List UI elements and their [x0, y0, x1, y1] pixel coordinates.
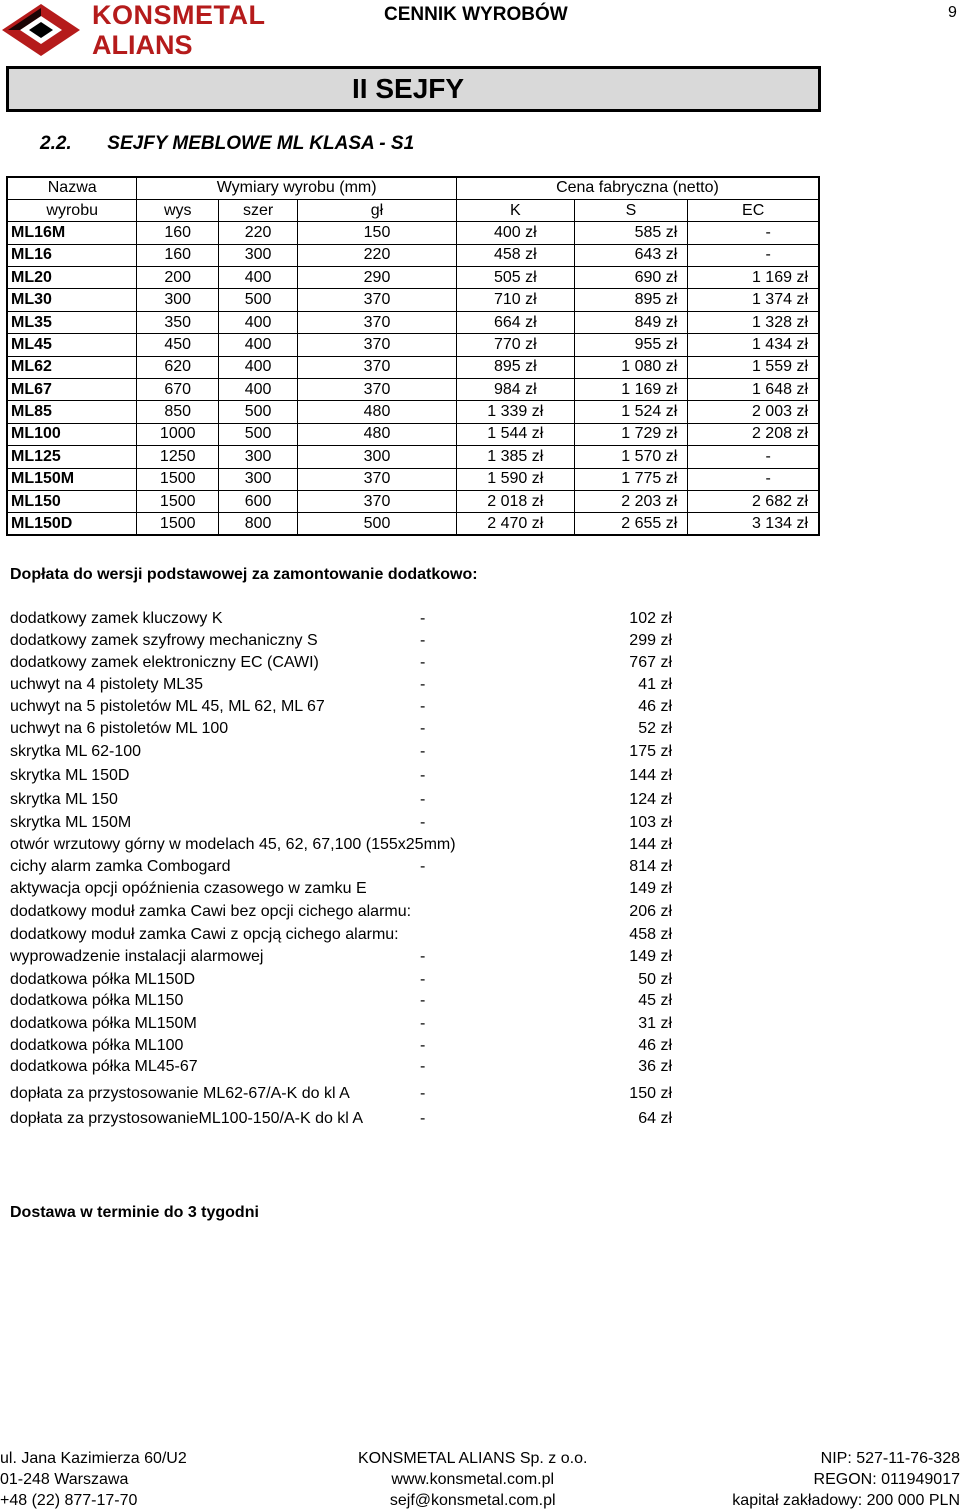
list-item [10, 903, 710, 923]
list-item [10, 676, 710, 696]
extra-dash: - [420, 610, 426, 627]
table-row [7, 244, 819, 266]
extras-heading: Dopłata do wersji podstawowej za zamontowanie dodatkowo: [10, 566, 478, 583]
list-item [10, 1037, 710, 1057]
extra-label: dodatkowy zamek szyfrowy mechaniczny S [10, 632, 318, 649]
extra-dash: - [420, 743, 426, 760]
cell-price-ec: 1 559 zł [688, 356, 819, 378]
section-banner [6, 66, 821, 112]
cell-product-name: ML67 [7, 379, 137, 401]
subsection-title: SEJFY MEBLOWE ML KLASA - S1 [107, 133, 415, 154]
cell-price-ec: - [688, 244, 819, 266]
cell-height: 850 [137, 401, 219, 423]
cell-depth: 370 [298, 468, 457, 490]
cell-price-s: 849 zł [574, 311, 688, 333]
extra-dash: - [420, 698, 426, 715]
cell-depth: 370 [298, 334, 457, 356]
cell-depth: 480 [298, 423, 457, 445]
cell-width: 800 [219, 513, 298, 535]
table-subheader-row [7, 199, 819, 221]
cell-price-k: 1 339 zł [456, 401, 574, 423]
extra-dash: - [420, 720, 426, 737]
cell-height: 1000 [137, 423, 219, 445]
cell-product-name: ML45 [7, 334, 137, 356]
extra-price: 175 zł [629, 743, 672, 760]
extra-label: dodatkowa półka ML150 [10, 992, 184, 1009]
header-product: wyrobu [7, 199, 137, 221]
list-item [10, 1085, 710, 1105]
cell-depth: 500 [298, 513, 457, 535]
cell-price-k: 710 zł [456, 289, 574, 311]
cell-price-ec: 2 208 zł [688, 423, 819, 445]
extra-label: dodatkowa półka ML150M [10, 1015, 197, 1032]
cell-height: 1500 [137, 468, 219, 490]
document-title: CENNIK WYROBÓW [384, 4, 568, 25]
extra-price: 767 zł [629, 654, 672, 671]
cell-depth: 370 [298, 490, 457, 512]
extra-dash: - [420, 1058, 426, 1075]
cell-product-name: ML16M [7, 222, 137, 244]
extra-label: otwór wrzutowy górny w modelach 45, 62, 67,100 (155x25mm) [10, 836, 456, 853]
extra-dash: - [420, 1085, 426, 1102]
cell-width: 300 [219, 446, 298, 468]
header-price-k: K [456, 199, 574, 221]
cell-product-name: ML20 [7, 267, 137, 289]
cell-product-name: ML85 [7, 401, 137, 423]
extra-price: 144 zł [629, 767, 672, 784]
extra-dash: - [420, 858, 426, 875]
table-row [7, 513, 819, 535]
extra-price: 814 zł [629, 858, 672, 875]
cell-product-name: ML150 [7, 490, 137, 512]
cell-product-name: ML150M [7, 468, 137, 490]
extra-price: 102 zł [629, 610, 672, 627]
extra-label: dodatkowy moduł zamka Cawi bez opcji cichego alarmu: [10, 903, 412, 920]
cell-height: 200 [137, 267, 219, 289]
footer-company: KONSMETAL ALIANS Sp. z o.o. [358, 1450, 588, 1467]
cell-height: 450 [137, 334, 219, 356]
cell-price-k: 1 544 zł [456, 423, 574, 445]
extra-price: 149 zł [629, 948, 672, 965]
cell-width: 500 [219, 401, 298, 423]
cell-price-s: 1 080 zł [574, 356, 688, 378]
cell-price-k: 2 018 zł [456, 490, 574, 512]
table-row [7, 490, 819, 512]
footer-website: www.konsmetal.com.pl [391, 1471, 555, 1488]
list-item [10, 992, 710, 1012]
list-item [10, 858, 710, 878]
extra-price: 206 zł [629, 903, 672, 920]
price-table [6, 176, 820, 536]
list-item [10, 720, 710, 740]
cell-product-name: ML16 [7, 244, 137, 266]
cell-price-s: 1 169 zł [574, 379, 688, 401]
cell-width: 600 [219, 490, 298, 512]
cell-price-s: 643 zł [574, 244, 688, 266]
list-item [10, 948, 710, 968]
table-row [7, 222, 819, 244]
cell-product-name: ML125 [7, 446, 137, 468]
logo-text-line2: ALIANS [92, 30, 193, 60]
list-item [10, 791, 710, 811]
company-logo [0, 0, 290, 62]
cell-depth: 150 [298, 222, 457, 244]
extra-price: 50 zł [638, 971, 672, 988]
cell-price-ec: 2 682 zł [688, 490, 819, 512]
header-price-ec: EC [688, 199, 819, 221]
cell-price-k: 895 zł [456, 356, 574, 378]
extra-label: skrytka ML 62-100 [10, 743, 142, 760]
list-item [10, 1058, 710, 1078]
table-row [7, 379, 819, 401]
cell-depth: 480 [298, 401, 457, 423]
list-item [10, 1015, 710, 1035]
table-row [7, 401, 819, 423]
extra-label: dodatkowa półka ML100 [10, 1037, 184, 1054]
cell-height: 350 [137, 311, 219, 333]
extra-price: 150 zł [629, 1085, 672, 1102]
list-item [10, 743, 710, 763]
cell-price-s: 1 729 zł [574, 423, 688, 445]
list-item [10, 632, 710, 652]
table-row [7, 446, 819, 468]
cell-height: 1250 [137, 446, 219, 468]
table-row [7, 311, 819, 333]
extra-dash: - [420, 767, 426, 784]
cell-price-ec: 1 434 zł [688, 334, 819, 356]
cell-price-ec: 2 003 zł [688, 401, 819, 423]
footer-capital: kapitał zakładowy: 200 000 PLN [732, 1492, 960, 1509]
cell-price-ec: 1 648 zł [688, 379, 819, 401]
table-row [7, 468, 819, 490]
cell-price-k: 2 470 zł [456, 513, 574, 535]
cell-depth: 290 [298, 267, 457, 289]
cell-price-s: 690 zł [574, 267, 688, 289]
extra-price: 64 zł [638, 1110, 672, 1127]
cell-price-k: 1 590 zł [456, 468, 574, 490]
cell-price-s: 1 524 zł [574, 401, 688, 423]
extra-dash: - [420, 971, 426, 988]
cell-depth: 370 [298, 356, 457, 378]
extra-label: skrytka ML 150M [10, 814, 132, 831]
extra-price: 299 zł [629, 632, 672, 649]
cell-product-name: ML62 [7, 356, 137, 378]
table-row [7, 289, 819, 311]
footer-email: sejf@konsmetal.com.pl [389, 1492, 556, 1509]
cell-product-name: ML150D [7, 513, 137, 535]
cell-price-ec: - [688, 446, 819, 468]
cell-product-name: ML100 [7, 423, 137, 445]
extra-dash: - [420, 1110, 426, 1127]
cell-price-k: 664 zł [456, 311, 574, 333]
cell-price-ec: 3 134 zł [688, 513, 819, 535]
extra-price: 52 zł [638, 720, 672, 737]
extra-price: 46 zł [638, 698, 672, 715]
extra-label: uchwyt na 5 pistoletów ML 45, ML 62, ML 67 [10, 698, 325, 715]
extra-dash: - [420, 632, 426, 649]
cell-price-ec: 1 374 zł [688, 289, 819, 311]
cell-price-s: 1 775 zł [574, 468, 688, 490]
extra-dash: - [420, 1037, 426, 1054]
header-name: Nazwa [7, 177, 137, 199]
header-width: szer [219, 199, 298, 221]
cell-product-name: ML35 [7, 311, 137, 333]
extra-dash: - [420, 676, 426, 693]
subsection-heading [40, 133, 414, 155]
cell-price-k: 458 zł [456, 244, 574, 266]
extra-dash: - [420, 814, 426, 831]
page-footer [0, 1448, 960, 1511]
cell-depth: 300 [298, 446, 457, 468]
extra-dash: - [420, 791, 426, 808]
list-item [10, 926, 710, 946]
delivery-note: Dostawa w terminie do 3 tygodni [10, 1204, 259, 1221]
extra-label: cichy alarm zamka Combogard [10, 858, 231, 875]
cell-height: 300 [137, 289, 219, 311]
header-price-s: S [574, 199, 688, 221]
cell-height: 1500 [137, 513, 219, 535]
extra-price: 46 zł [638, 1037, 672, 1054]
header-dimensions: Wymiary wyrobu (mm) [137, 177, 456, 199]
section-title: II SEJFY [352, 73, 465, 104]
extra-dash: - [420, 1015, 426, 1032]
table-header-row [7, 177, 819, 199]
extra-price: 31 zł [638, 1015, 672, 1032]
extra-price: 45 zł [638, 992, 672, 1009]
header-price: Cena fabryczna (netto) [456, 177, 819, 199]
cell-width: 300 [219, 244, 298, 266]
header-depth: gł [298, 199, 457, 221]
header-height: wys [137, 199, 219, 221]
logo-text-line1: KONSMETAL [92, 0, 266, 30]
subsection-number: 2.2. [40, 133, 72, 154]
page-number: 9 [948, 4, 957, 21]
extra-dash: - [420, 948, 426, 965]
cell-price-k: 1 385 zł [456, 446, 574, 468]
cell-width: 400 [219, 267, 298, 289]
list-item [10, 836, 710, 856]
table-row [7, 356, 819, 378]
cell-price-ec: - [688, 468, 819, 490]
footer-address-city: 01-248 Warszawa [0, 1471, 129, 1488]
extra-label: dopłata za przystosowanieML100-150/A-K do kl A [10, 1110, 364, 1127]
cell-product-name: ML30 [7, 289, 137, 311]
list-item [10, 698, 710, 718]
extra-label: skrytka ML 150 [10, 791, 118, 808]
cell-price-s: 895 zł [574, 289, 688, 311]
cell-price-k: 770 zł [456, 334, 574, 356]
cell-price-k: 400 zł [456, 222, 574, 244]
table-row [7, 267, 819, 289]
cell-height: 160 [137, 222, 219, 244]
cell-depth: 370 [298, 311, 457, 333]
extra-label: aktywacja opcji opóźnienia czasowego w zamku E [10, 880, 367, 897]
list-item [10, 610, 710, 630]
extra-price: 149 zł [629, 880, 672, 897]
footer-nip: NIP: 527-11-76-328 [820, 1450, 960, 1467]
cell-width: 400 [219, 379, 298, 401]
cell-price-s: 955 zł [574, 334, 688, 356]
extra-label: dodatkowa półka ML150D [10, 971, 196, 988]
extra-price: 36 zł [638, 1058, 672, 1075]
cell-depth: 370 [298, 289, 457, 311]
cell-width: 400 [219, 356, 298, 378]
extra-label: dodatkowy zamek kluczowy K [10, 610, 223, 627]
list-item [10, 1110, 710, 1130]
extra-label: dopłata za przystosowanie ML62-67/A-K do kl A [10, 1085, 350, 1102]
cell-price-ec: 1 328 zł [688, 311, 819, 333]
cell-width: 300 [219, 468, 298, 490]
cell-width: 400 [219, 311, 298, 333]
cell-price-s: 585 zł [574, 222, 688, 244]
footer-regon: REGON: 011949017 [813, 1471, 960, 1488]
table-row [7, 423, 819, 445]
footer-address-street: ul. Jana Kazimierza 60/U2 [0, 1450, 187, 1467]
extra-dash: - [420, 654, 426, 671]
extra-price: 103 zł [629, 814, 672, 831]
extra-label: uchwyt na 6 pistoletów ML 100 [10, 720, 229, 737]
extra-price: 124 zł [629, 791, 672, 808]
cell-price-s: 2 203 zł [574, 490, 688, 512]
cell-height: 160 [137, 244, 219, 266]
cell-height: 1500 [137, 490, 219, 512]
cell-width: 220 [219, 222, 298, 244]
extra-dash: - [420, 992, 426, 1009]
cell-width: 500 [219, 423, 298, 445]
extra-label: dodatkowy zamek elektroniczny EC (CAWI) [10, 654, 319, 671]
extra-price: 458 zł [629, 926, 672, 943]
cell-width: 400 [219, 334, 298, 356]
list-item [10, 814, 710, 834]
extra-price: 144 zł [629, 836, 672, 853]
cell-price-s: 1 570 zł [574, 446, 688, 468]
cell-price-ec: 1 169 zł [688, 267, 819, 289]
footer-phone: +48 (22) 877-17-70 [0, 1492, 138, 1509]
cell-height: 670 [137, 379, 219, 401]
cell-price-k: 984 zł [456, 379, 574, 401]
extra-label: dodatkowy moduł zamka Cawi z opcją cichego alarmu: [10, 926, 399, 943]
extra-label: uchwyt na 4 pistolety ML35 [10, 676, 203, 693]
list-item [10, 654, 710, 674]
list-item [10, 767, 710, 787]
table-row [7, 334, 819, 356]
extra-label: dodatkowa półka ML45-67 [10, 1058, 198, 1075]
extra-label: skrytka ML 150D [10, 767, 130, 784]
cell-price-ec: - [688, 222, 819, 244]
cell-price-s: 2 655 zł [574, 513, 688, 535]
cell-height: 620 [137, 356, 219, 378]
extra-price: 41 zł [638, 676, 672, 693]
cell-depth: 370 [298, 379, 457, 401]
cell-depth: 220 [298, 244, 457, 266]
cell-width: 500 [219, 289, 298, 311]
extra-label: wyprowadzenie instalacji alarmowej [10, 948, 264, 965]
list-item [10, 880, 710, 900]
logo-diamond-icon [0, 2, 82, 58]
list-item [10, 971, 710, 991]
cell-price-k: 505 zł [456, 267, 574, 289]
